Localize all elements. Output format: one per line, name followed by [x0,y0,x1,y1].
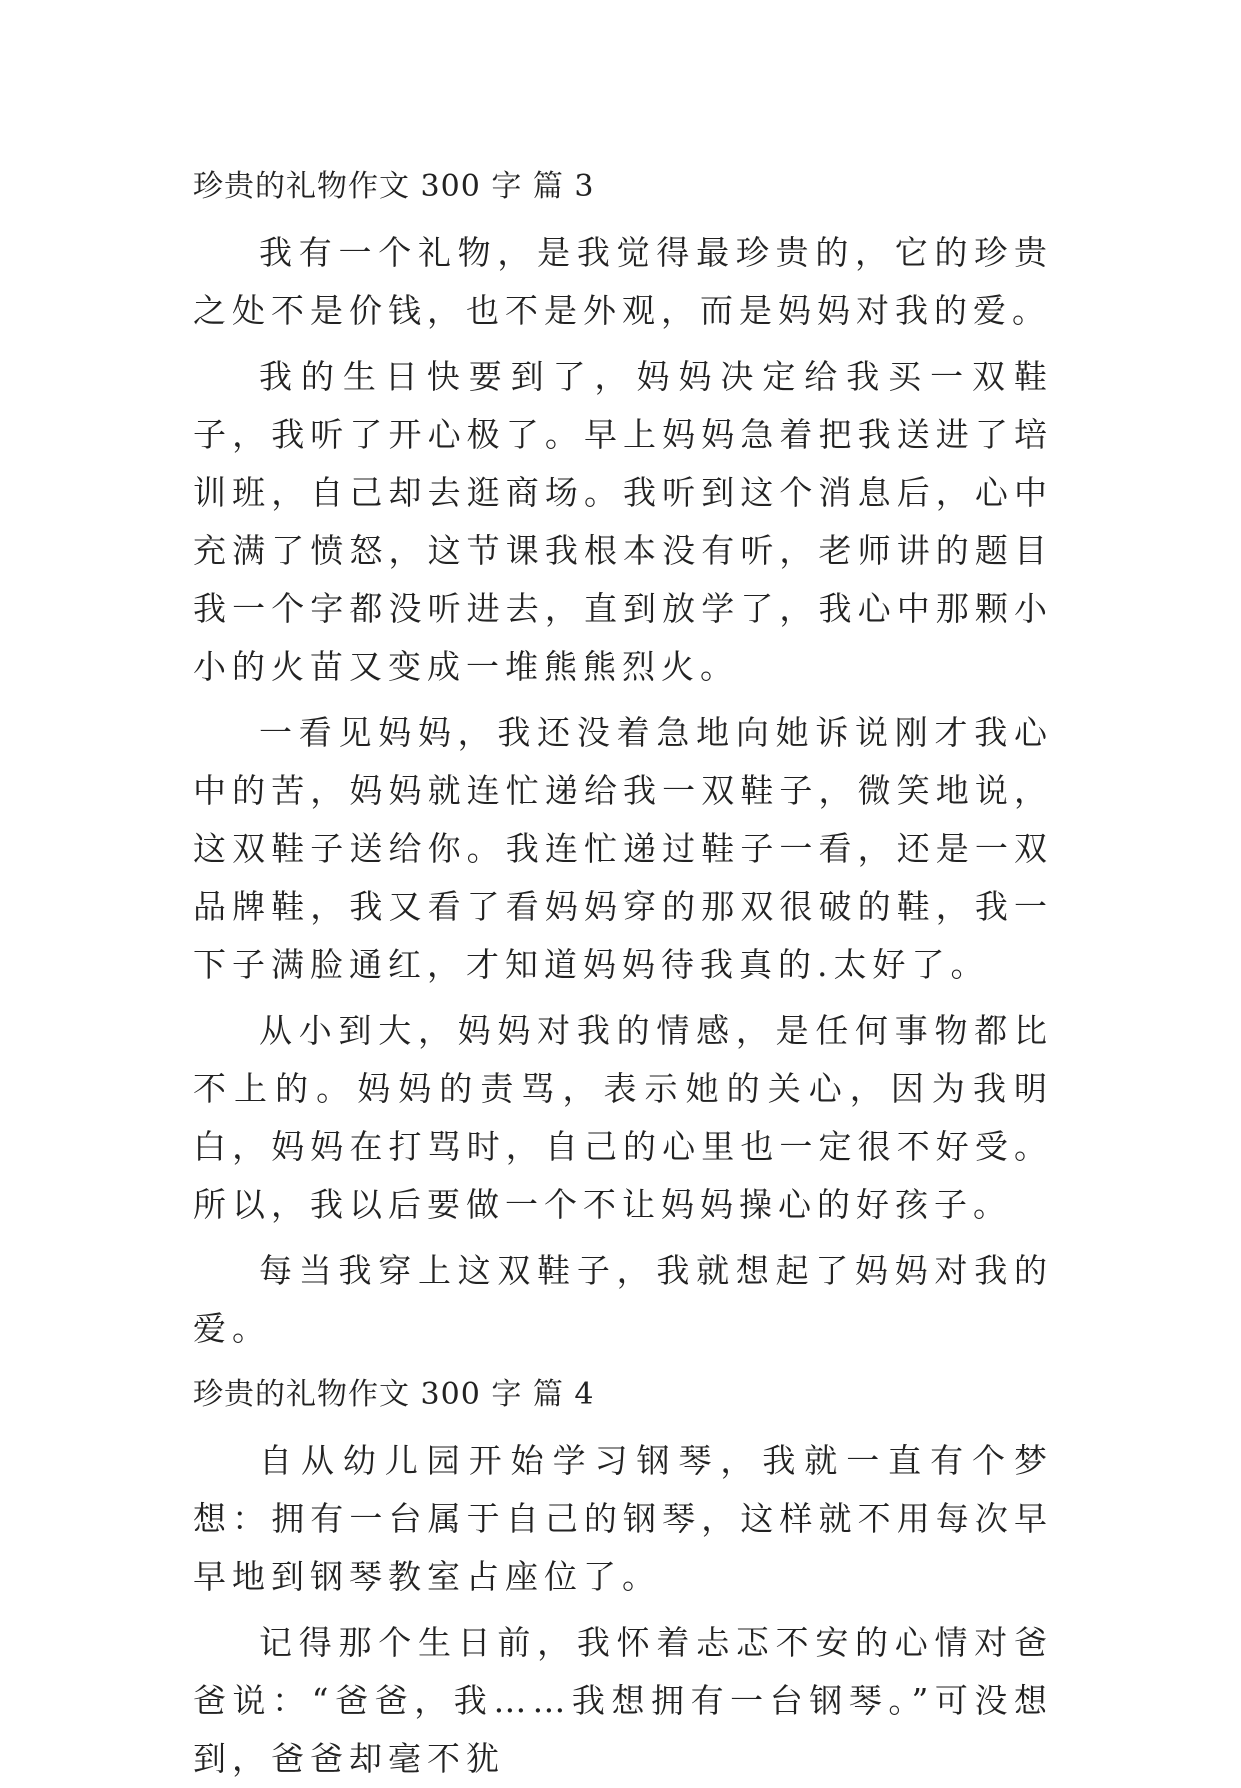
section-heading-4: 珍贵的礼物作文 300 字 篇 4 [193,1377,595,1412]
paragraph: 我的生日快要到了，妈妈决定给我买一双鞋子，我听了开心极了。早上妈妈急着把我送进了培训班，自己却去逛商场。我听到这个消息后，心中充满了愤怒，这节课我根本没有听，老师讲的题目我一个字都没听进去，直到放学了，我心中那颗小小的火苗又变成一堆熊熊烈火。 [193,357,1053,686]
paragraph: 每当我穿上这双鞋子，我就想起了妈妈对我的爱。 [193,1251,1053,1348]
paragraph: 从小到大，妈妈对我的情感，是任何事物都比不上的。妈妈的责骂，表示她的关心，因为我明白，妈妈在打骂时，自己的心里也一定很不好受。所以，我以后要做一个不让妈妈操心的好孩子。 [193,1011,1053,1224]
paragraph: 自从幼儿园开始学习钢琴，我就一直有个梦想：拥有一台属于自己的钢琴，这样就不用每次早早地到钢琴教室占座位了。 [193,1441,1053,1596]
document-body [193,158,1053,1788]
paragraph: 一看见妈妈，我还没着急地向她诉说刚才我心中的苦，妈妈就连忙递给我一双鞋子，微笑地说，这双鞋子送给你。我连忙递过鞋子一看，还是一双品牌鞋，我又看了看妈妈穿的那双很破的鞋，我一下子满脸通红，才知道妈妈待我真的.太好了。 [193,713,1053,984]
section-heading-3: 珍贵的礼物作文 300 字 篇 3 [193,169,595,204]
paragraph: 记得那个生日前，我怀着忐忑不安的心情对爸爸说：“爸爸，我……我想拥有一台钢琴。”可没想到，爸爸却毫不犹 [193,1623,1053,1778]
paragraph: 我有一个礼物，是我觉得最珍贵的，它的珍贵之处不是价钱，也不是外观，而是妈妈对我的爱。 [193,233,1053,330]
